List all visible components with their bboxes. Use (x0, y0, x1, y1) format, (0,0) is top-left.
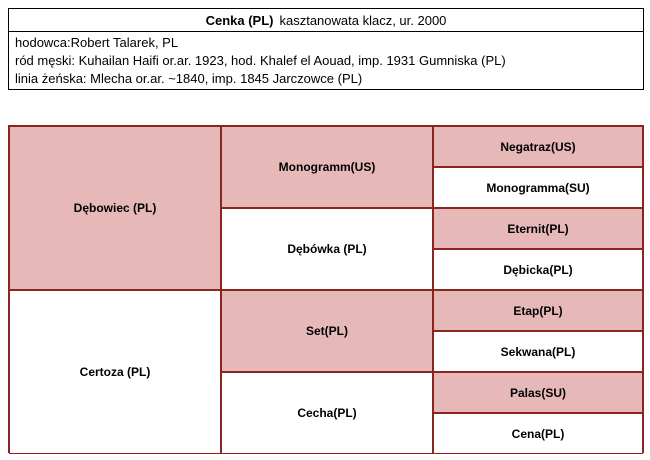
dam-line-line: linia żeńska: Mlecha or.ar. ~1840, imp. 1845 Jarczowce (PL) (15, 71, 363, 86)
horse-info-header (8, 8, 644, 90)
sire-sire-cell: Monogramm(US) (221, 126, 433, 208)
sdd-cell: Dębicka(PL) (433, 249, 643, 290)
sds-cell: Eternit(PL) (433, 208, 643, 249)
sss-cell: Negatraz(US) (433, 126, 643, 167)
dss-cell: Etap(PL) (433, 290, 643, 331)
dam-dam-cell: Cecha(PL) (221, 372, 433, 454)
dam-sire-cell: Set(PL) (221, 290, 433, 372)
pedigree-table (8, 125, 644, 453)
dds-cell: Palas(SU) (433, 372, 643, 413)
horse-details (9, 32, 643, 88)
sire-dam-cell: Dębówka (PL) (221, 208, 433, 290)
sire-line-line: ród męski: Kuhailan Haifi or.ar. 1923, hod. Khalef el Aouad, imp. 1931 Gumniska (PL) (15, 53, 506, 68)
horse-name: Cenka (PL) (205, 12, 274, 28)
horse-title (9, 9, 643, 32)
ddd-cell: Cena(PL) (433, 413, 643, 454)
dam-cell: Certoza (PL) (9, 290, 221, 454)
sire-cell: Dębowiec (PL) (9, 126, 221, 290)
horse-description: kasztanowata klacz, ur. 2000 (279, 12, 447, 28)
breeder-line: hodowca:Robert Talarek, PL (15, 35, 179, 50)
dsd-cell: Sekwana(PL) (433, 331, 643, 372)
ssd-cell: Monogramma(SU) (433, 167, 643, 208)
